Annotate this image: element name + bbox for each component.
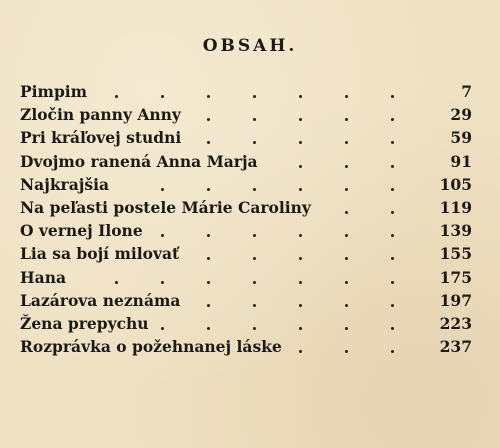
toc-entry xyxy=(20,103,472,126)
toc-entry-page: 197 xyxy=(439,290,472,310)
toc-entry xyxy=(20,266,472,289)
leader-dot xyxy=(391,327,394,330)
leader-dot xyxy=(253,304,256,307)
leader-dot xyxy=(391,350,394,353)
leader-dot xyxy=(253,118,256,121)
leader-dot xyxy=(299,281,302,284)
toc-entry-title: Hana xyxy=(20,267,67,287)
leader-dot xyxy=(391,188,394,191)
leader-dot xyxy=(253,95,256,98)
toc-entry-page: 175 xyxy=(439,267,472,287)
leader-dot xyxy=(391,211,394,214)
toc-entry-page: 7 xyxy=(461,82,472,101)
toc-entry-title: Pri kráľovej studni xyxy=(20,128,182,148)
leader-dot xyxy=(253,234,256,237)
toc-entry-title: Pimpim xyxy=(20,82,88,101)
leader-dot xyxy=(345,350,348,353)
leader-dot xyxy=(391,141,394,144)
leader-dot xyxy=(299,257,302,260)
toc-entry xyxy=(20,126,472,149)
leader-dot xyxy=(207,188,210,191)
toc-entry-title: Rozprávka o požehnanej láske xyxy=(20,337,282,357)
toc-entry-page: 139 xyxy=(439,221,472,241)
leader-dot xyxy=(345,327,348,330)
toc-entry-page: 155 xyxy=(439,244,472,264)
toc-entry xyxy=(20,80,472,103)
toc-entry xyxy=(20,289,472,312)
leader-dot xyxy=(115,95,118,98)
leader-dot xyxy=(391,95,394,98)
leader-dot xyxy=(299,141,302,144)
leader-dot xyxy=(391,281,394,284)
toc-entry-page: 119 xyxy=(439,197,472,217)
leader-dot xyxy=(391,234,394,237)
leader-dot xyxy=(299,95,302,98)
leader-dot xyxy=(345,118,348,121)
leader-dot xyxy=(207,257,210,260)
leader-dots xyxy=(20,266,420,289)
leader-dot xyxy=(391,165,394,168)
leader-dot xyxy=(207,327,210,330)
leader-dot xyxy=(161,327,164,330)
toc-entry-title: Lia sa bojí milovať xyxy=(20,244,180,264)
leader-dot xyxy=(345,188,348,191)
leader-dot xyxy=(207,118,210,121)
leader-dot xyxy=(345,234,348,237)
toc-entry-page: 91 xyxy=(450,151,472,171)
toc-entry-page: 223 xyxy=(439,313,472,333)
leader-dot xyxy=(161,95,164,98)
leader-dot xyxy=(253,327,256,330)
leader-dot xyxy=(345,165,348,168)
leader-dot xyxy=(253,281,256,284)
leader-dot xyxy=(161,281,164,284)
toc-entry-title: Lazárova neznáma xyxy=(20,290,181,310)
leader-dot xyxy=(299,165,302,168)
leader-dot xyxy=(253,141,256,144)
toc-entry-page: 237 xyxy=(439,337,472,357)
leader-dot xyxy=(207,281,210,284)
toc-entry xyxy=(20,242,472,265)
leader-dot xyxy=(115,281,118,284)
leader-dot xyxy=(299,304,302,307)
leader-dot xyxy=(345,281,348,284)
leader-dot xyxy=(391,257,394,260)
toc-entry-title: Najkrajšia xyxy=(20,174,110,194)
leader-dot xyxy=(161,188,164,191)
toc-entry xyxy=(20,173,472,196)
leader-dot xyxy=(345,304,348,307)
leader-dot xyxy=(207,304,210,307)
toc-entry-page: 105 xyxy=(439,174,472,194)
leader-dot xyxy=(299,234,302,237)
toc-entry-title: Dvojmo ranená Anna Marja xyxy=(20,151,258,171)
leader-dot xyxy=(207,95,210,98)
toc-entry-page: 59 xyxy=(450,128,472,148)
leader-dot xyxy=(207,141,210,144)
leader-dot xyxy=(253,257,256,260)
leader-dot xyxy=(161,234,164,237)
leader-dot xyxy=(345,141,348,144)
toc-entry xyxy=(20,312,472,335)
toc-entry-title: Na peľasti postele Márie Caroliny xyxy=(20,197,311,217)
leader-dot xyxy=(299,118,302,121)
toc-entry xyxy=(20,219,472,242)
toc-entry xyxy=(20,335,472,358)
leader-dot xyxy=(391,304,394,307)
toc-entry-page: 29 xyxy=(450,105,472,125)
leader-dot xyxy=(391,118,394,121)
toc-entry-title: Žena prepychu xyxy=(20,313,149,333)
leader-dot xyxy=(345,95,348,98)
page-title: OBSAH. xyxy=(202,36,298,56)
table-of-contents xyxy=(20,80,472,358)
toc-entry-title: Zločin panny Anny xyxy=(20,105,181,125)
toc-entry-title: O vernej Ilone xyxy=(20,221,143,241)
leader-dot xyxy=(299,327,302,330)
leader-dot xyxy=(299,188,302,191)
leader-dot xyxy=(299,350,302,353)
leader-dot xyxy=(345,211,348,214)
leader-dot xyxy=(345,257,348,260)
toc-entry xyxy=(20,196,472,219)
leader-dot xyxy=(207,234,210,237)
leader-dot xyxy=(253,188,256,191)
toc-entry xyxy=(20,150,472,173)
